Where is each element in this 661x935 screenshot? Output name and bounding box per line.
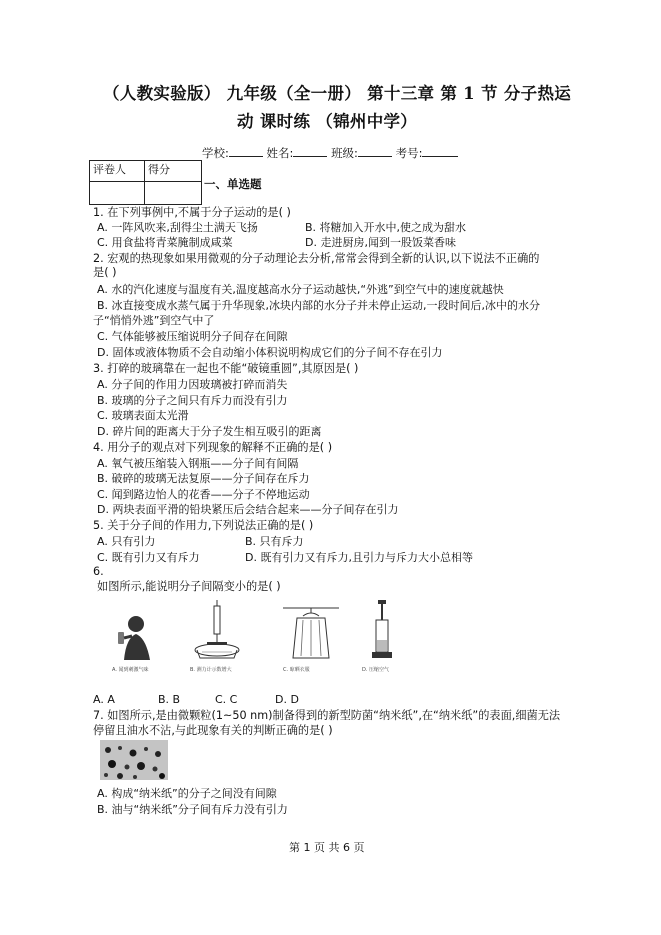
page-title-line2: 动 课时练 （锦州中学）: [237, 112, 418, 131]
q6-number: 6.: [93, 565, 104, 578]
q1-stem: 1. 在下列事例中,不属于分子运动的是( ): [93, 206, 291, 219]
grader-cell[interactable]: [90, 182, 145, 205]
q1-option-a: A. 一阵风吹来,刮得尘土满天飞扬: [97, 221, 258, 234]
drying-clothes-icon: [283, 604, 339, 662]
q6-caption-c: C. 晾晒衣服: [283, 667, 310, 673]
q6-option-a: A. A: [93, 693, 115, 706]
student-info-line: [202, 145, 458, 161]
q3-option-a: A. 分子间的作用力因玻璃被打碎而消失: [97, 378, 288, 391]
q6-figure-b: [190, 600, 244, 672]
q6-option-b: B. B: [158, 693, 181, 706]
q1-option-b: B. 将糖加入开水中,使之成为甜水: [305, 221, 467, 234]
q4-option-d: D. 两块表面平滑的铅块紧压后会结合起来——分子间存在引力: [97, 503, 399, 516]
score-label: 得分: [145, 161, 202, 182]
q3-option-c: C. 玻璃表面太光滑: [97, 409, 189, 422]
spring-scale-water-icon: [190, 600, 244, 662]
q4-option-b: B. 破碎的玻璃无法复原——分子间存在斥力: [97, 472, 310, 485]
q5-stem: 5. 关于分子间的作用力,下列说法正确的是( ): [93, 519, 314, 532]
q2-option-c: C. 气体能够被压缩说明分子间存在间隙: [97, 330, 288, 343]
score-table: [89, 160, 202, 205]
q6-figure-d: [362, 600, 402, 672]
q3-option-d: D. 碎片间的距离大于分子发生相互吸引的距离: [97, 425, 322, 438]
school-label: 学校:: [202, 146, 229, 160]
q6-option-d: D. D: [275, 693, 299, 706]
q2-option-b-line2: 子“悄悄外逃”到空气中了: [93, 314, 215, 327]
q3-stem: 3. 打碎的玻璃靠在一起也不能“破镜重圆”,其原因是( ): [93, 362, 359, 375]
q7-stem-line2: 停留且油水不沾,与此现象有关的判断正确的是( ): [93, 724, 333, 737]
q6-caption-b: B. 测力计示数增大: [190, 667, 232, 673]
q6-figure-a: [112, 612, 160, 672]
q5-option-c: C. 既有引力又有斥力: [97, 551, 200, 564]
page-title-line1: （人教实验版） 九年级（全一册） 第十三章 第 1 节 分子热运: [103, 84, 572, 103]
class-label: 班级:: [331, 146, 358, 160]
q6-figure-c: [283, 604, 339, 672]
q6-stem: 如图所示,能说明分子间隔变小的是( ): [97, 580, 281, 593]
exam-no-label: 考号:: [395, 146, 423, 160]
compress-air-syringe-icon: [362, 600, 402, 662]
grader-label: 评卷人: [90, 161, 145, 182]
q2-stem-line2: 是( ): [93, 266, 117, 279]
q4-option-c: C. 闻到路边怡人的花香——分子不停地运动: [97, 488, 310, 501]
q3-option-b: B. 玻璃的分子之间只有斥力而没有引力: [97, 394, 288, 407]
section-heading: 一、单选题: [204, 177, 262, 191]
class-blank[interactable]: [358, 145, 392, 157]
q2-option-a: A. 水的汽化速度与温度有关,温度越高水分子运动越快,“外逃”到空气中的速度就越快: [97, 283, 504, 296]
water-droplets-photo-icon: [100, 740, 168, 780]
q2-stem-line1: 2. 宏观的热现象如果用微观的分子动理论去分析,常常会得到全新的认识,以下说法不正确的: [93, 252, 540, 265]
q4-stem: 4. 用分子的观点对下列现象的解释不正确的是( ): [93, 441, 333, 454]
name-blank[interactable]: [293, 145, 327, 157]
page-footer: 第 1 页 共 6 页: [289, 841, 365, 854]
nano-paper-photo: [100, 740, 168, 780]
q5-option-a: A. 只有引力: [97, 535, 156, 548]
q1-option-c: C. 用食盐将青菜腌制成咸菜: [97, 236, 233, 249]
exam-no-blank[interactable]: [422, 145, 458, 157]
person-smelling-bottle-icon: [112, 612, 160, 662]
q7-option-b: B. 油与“纳米纸”分子间有斥力没有引力: [97, 803, 288, 816]
q6-caption-d: D. 压缩空气: [362, 667, 390, 673]
q6-caption-a: A. 闻到刺激气味: [112, 667, 149, 673]
score-cell[interactable]: [145, 182, 202, 205]
q5-option-b: B. 只有斥力: [245, 535, 304, 548]
q2-option-d: D. 固体或液体物质不会自动缩小体积说明构成它们的分子间不存在引力: [97, 346, 443, 359]
q5-option-d: D. 既有引力又有斥力,且引力与斥力大小总相等: [245, 551, 473, 564]
q1-option-d: D. 走进厨房,闻到一股饭菜香味: [305, 236, 456, 249]
q7-stem-line1: 7. 如图所示,是由微颗粒(1~50 nm)制备得到的新型防菌“纳米纸”,在“纳米纸”的表面,细菌无法: [93, 709, 561, 722]
q2-option-b-line1: B. 冰直接变成水蒸气属于升华现象,冰块内部的水分子并未停止运动,一段时间后,冰中的水分: [97, 299, 541, 312]
q7-option-a: A. 构成“纳米纸”的分子之间没有间隙: [97, 787, 277, 800]
q4-option-a: A. 氧气被压缩装入钢瓶——分子间有间隔: [97, 457, 299, 470]
q6-option-c: C. C: [215, 693, 238, 706]
school-blank[interactable]: [229, 145, 263, 157]
name-label: 姓名:: [266, 146, 294, 160]
